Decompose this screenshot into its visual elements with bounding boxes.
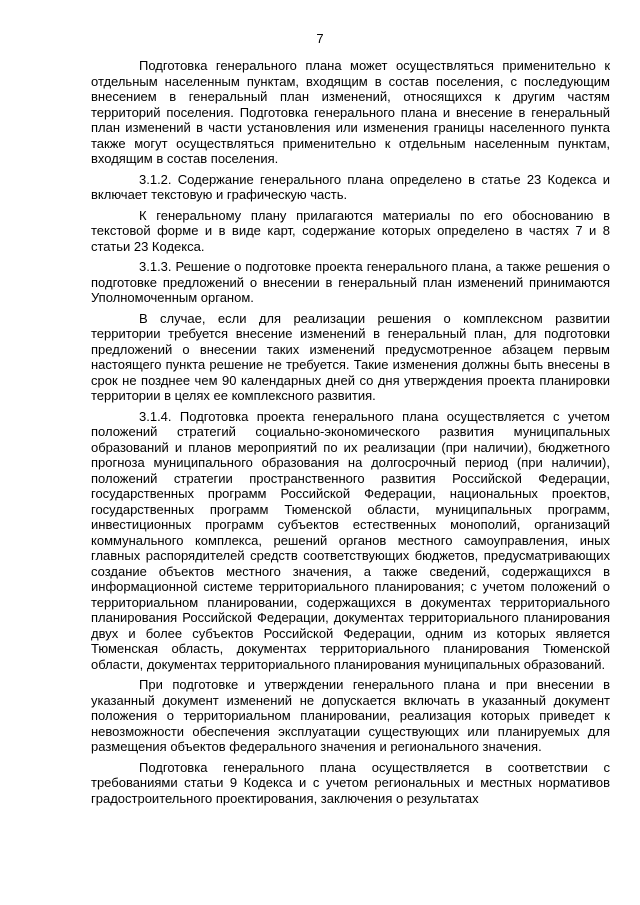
- paragraph: При подготовке и утверждении генерального плана и при внесении в указанный документ изменений не допускается включать в указанный документ положения о территориальном планировании, реализация которых приведет к невозможности обеспечения эксплуатации существующих или планируемых для размещения объектов федерального значения и регионального значения.: [91, 677, 610, 754]
- paragraph: 3.1.2. Содержание генерального плана определено в статье 23 Кодекса и включает текстовую и графическую часть.: [91, 171, 610, 202]
- paragraph: 3.1.4. Подготовка проекта генерального плана осуществляется с учетом положений стратегий социально-экономического развития муниципальных образований и планов мероприятий по их реализации (при наличии), бюджетного прогноза муниципального образования на долгосрочный период (при наличии), положений стратегии пространственного развития Российской Федерации, государственных программ Российской Федерации, национальных проектов, государственных программ Тюменской области, муниципальных программ, инвестиционных программ субъектов естественных монополий, организаций коммунального комплекса, решений органов местного самоуправления, иных главных распорядителей средств соответствующих бюджетов, предусматривающих создание объектов местного значения, а также сведений, содержащихся в информационной системе территориального планирования; с учетом положений о территориальном планировании, содержащихся в документах территориального планирования Российской Федерации, документах территориального планирования двух и более субъектов Российской Федерации, одним из которых является Тюменская область, документах территориального планирования Тюменской области, документах территориального планирования муниципальных образований.: [91, 408, 610, 672]
- paragraph: 3.1.3. Решение о подготовке проекта генерального плана, а также решения о подготовке предложений о внесении в генеральный план изменений принимаются Уполномоченным органом.: [91, 259, 610, 305]
- paragraph: Подготовка генерального плана может осуществляться применительно к отдельным населенным пунктам, входящим в состав поселения, с последующим внесением в генеральный план изменений, относящихся к другим частям территорий поселения. Подготовка генерального плана и внесение в генеральный план изменений в части установления или изменения границы населенного пункта также могут осуществляться применительно к отдельным населенным пунктам, входящим в состав поселения.: [91, 58, 610, 166]
- paragraph: К генеральному плану прилагаются материалы по его обоснованию в текстовой форме и в виде карт, содержание которых определено в частях 7 и 8 статьи 23 Кодекса.: [91, 207, 610, 254]
- page-number: 7: [316, 31, 324, 46]
- paragraph: В случае, если для реализации решения о комплексном развитии территории требуется внесение изменений в генеральный план, для подготовки предложений о внесении таких изменений предусмотренное абзацем первым настоящего пункта решение не требуется. Такие изменения должны быть внесены в срок не позднее чем 90 календарных дней со дня утверждения проекта планировки территории в целях ее комплексного развития.: [91, 310, 610, 403]
- document-body: [91, 58, 610, 811]
- paragraph: Подготовка генерального плана осуществляется в соответствии с требованиями статьи 9 Кодекса и с учетом региональных и местных нормативов градостроительного проектирования, заключения о результатах: [91, 759, 610, 806]
